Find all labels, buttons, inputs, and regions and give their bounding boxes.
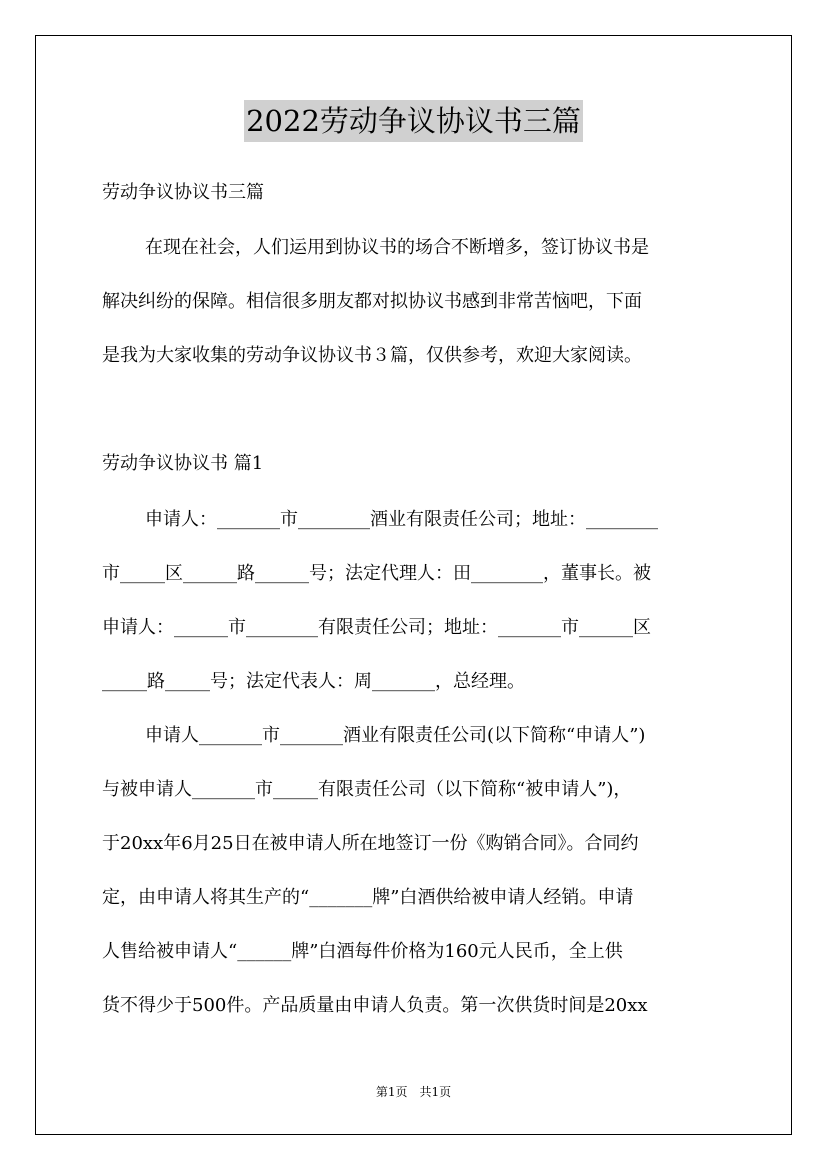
document-title: 2022劳动争议协议书三篇	[244, 100, 583, 142]
paragraph-line: 于20xx年6月25日在被申请人所在地签订一份《购销合同》。合同约	[102, 833, 639, 854]
paragraph-line: 市_____区______路______号；法定代理人：田________，董事长。被	[102, 563, 651, 584]
paragraph-line: 与被申请人_______市_____有限责任公司（以下简称“被申请人”)，	[102, 779, 632, 800]
page-number-footer: 第1页 共1页	[375, 1085, 452, 1099]
intro-line: 解决纠纷的保障。相信很多朋友都对拟协议书感到非常苦恼吧，下面	[102, 291, 642, 312]
document-subtitle: 劳动争议协议书三篇	[102, 182, 264, 203]
paragraph-line: _____路_____号；法定代表人：周_______，总经理。	[102, 671, 525, 692]
section-heading: 劳动争议协议书 篇1	[102, 453, 264, 474]
paragraph-line: 申请人：______市________有限责任公司；地址：_______市______区	[102, 617, 651, 638]
intro-line: 在现在社会，人们运用到协议书的场合不断增多，签订协议书是	[145, 237, 649, 258]
title-container	[0, 100, 827, 142]
paragraph-line: 申请人：_______市________酒业有限责任公司；地址：________	[145, 509, 658, 530]
paragraph-line: 人售给被申请人“______牌”白酒每件价格为160元人民币，全上供	[102, 941, 623, 962]
paragraph-line: 定，由申请人将其生产的“_______牌”白酒供给被申请人经销。申请	[102, 887, 634, 908]
paragraph-line: 申请人_______市_______酒业有限责任公司(以下简称“申请人”)	[145, 725, 646, 746]
intro-line: 是我为大家收集的劳动争议协议书３篇，仅供参考，欢迎大家阅读。	[102, 345, 642, 366]
paragraph-line: 货不得少于500件。产品质量由申请人负责。第一次供货时间是20xx	[102, 995, 648, 1016]
